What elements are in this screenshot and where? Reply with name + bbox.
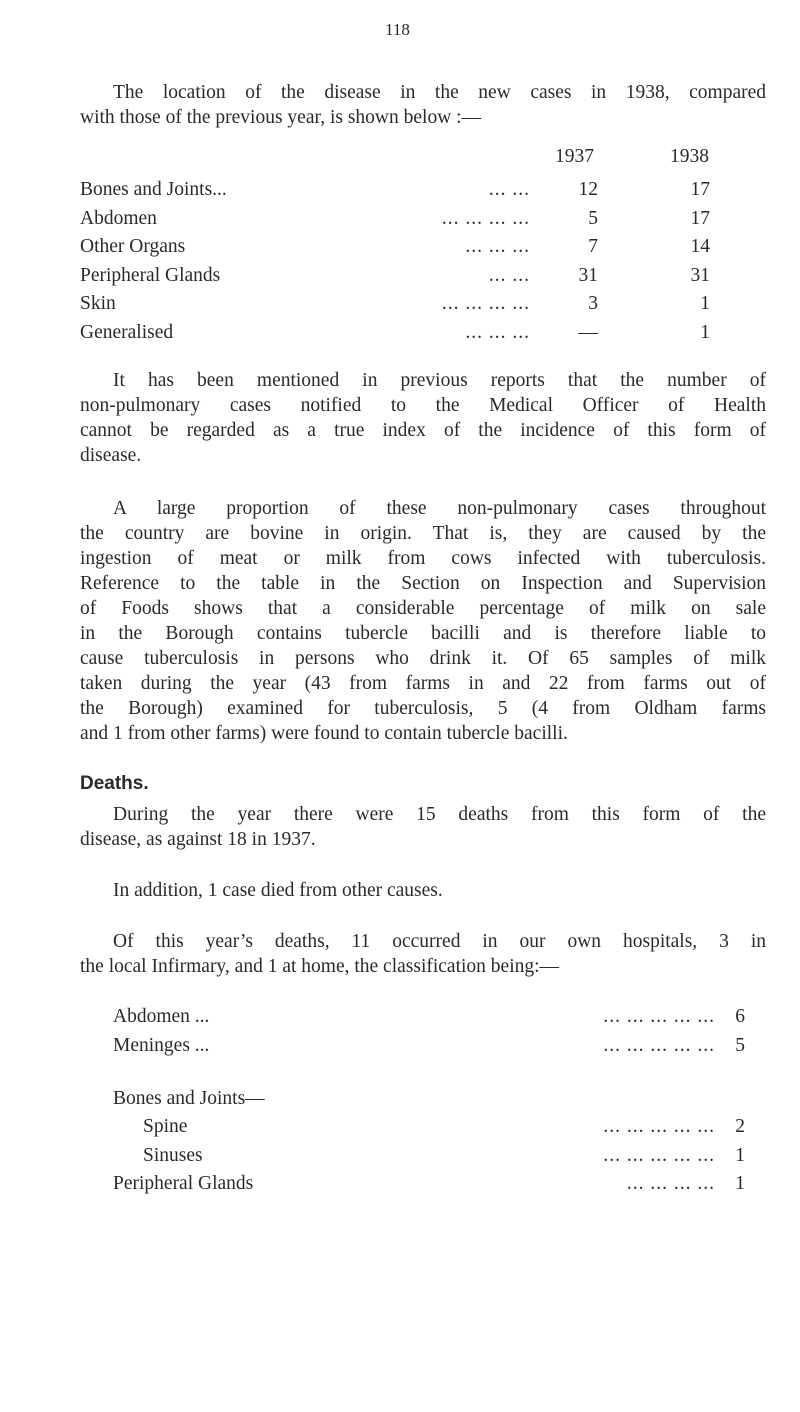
row-label: Peripheral Glands	[113, 1173, 254, 1194]
paragraph-line: taken during the year (43 from farms in and 22 from farms out of	[80, 673, 766, 694]
paragraph-line: ingestion of meat or milk from cows infected with tuberculosis.	[80, 548, 766, 569]
value-1937: 3	[588, 293, 598, 314]
paragraph-line: and 1 from other farms) were found to contain tubercle bacilli.	[80, 723, 568, 744]
leader-dots: ... ... ...	[465, 236, 530, 257]
value-1937: 7	[588, 236, 598, 257]
row-value: 6	[735, 1006, 745, 1027]
value-1937: 5	[588, 207, 598, 229]
leader-dots: ... ... ... ... ...	[603, 1116, 715, 1137]
paragraph-line: disease, as against 18 in 1937.	[80, 829, 316, 850]
leader-dots: ... ...	[488, 264, 530, 286]
leader-dots: ... ... ... ... ...	[603, 1035, 715, 1056]
value-1938: 31	[690, 264, 710, 286]
leader-dots: ... ... ... ... ...	[603, 1145, 715, 1166]
row-value: 5	[735, 1035, 745, 1056]
value-1938: 1	[700, 321, 710, 343]
value-1937: 31	[578, 264, 598, 286]
paragraph-line: the country are bovine in origin. That is, they are caused by the	[80, 523, 766, 544]
row-value: 1	[735, 1173, 745, 1194]
paragraph-line: cannot be regarded as a true index of the incidence of this form of	[80, 420, 766, 441]
leader-dots: ... ... ... ...	[626, 1173, 715, 1194]
row-label: Sinuses	[143, 1145, 203, 1166]
column-header-1937: 1937	[555, 146, 594, 167]
value-1937: 12	[578, 179, 598, 200]
leader-dots: ... ... ...	[465, 321, 530, 343]
paragraph-line: Of this year’s deaths, 11 occurred in our own hospitals, 3 in	[113, 931, 766, 952]
value-1937: —	[578, 321, 598, 343]
row-label: Bones and Joints—	[113, 1088, 265, 1109]
leader-dots: ... ... ... ...	[441, 293, 530, 314]
paragraph-line: non-pulmonary cases notified to the Medical Officer of Health	[80, 395, 766, 416]
value-1938: 17	[690, 179, 710, 200]
paragraph-line: in the Borough contains tubercle bacilli and is therefore liable to	[80, 623, 766, 644]
paragraph-line: the local Infirmary, and 1 at home, the classification being:—	[80, 956, 560, 977]
leader-dots: ... ... ... ...	[441, 207, 530, 229]
row-label: Abdomen	[80, 207, 157, 229]
paragraph-line: A large proportion of these non-pulmonary cases throughout	[113, 498, 766, 519]
paragraph-line: The location of the disease in the new cases in 1938, compared	[113, 82, 766, 103]
page-number: 118	[385, 20, 410, 39]
row-label: Other Organs	[80, 236, 186, 257]
leader-dots: ... ... ... ... ...	[603, 1006, 715, 1027]
row-label: Abdomen ...	[113, 1006, 210, 1027]
paragraph-line: During the year there were 15 deaths from this form of the	[113, 804, 766, 825]
leader-dots: ... ...	[488, 179, 530, 200]
paragraph-line: disease.	[80, 445, 142, 466]
row-value: 1	[735, 1145, 745, 1166]
section-heading: Deaths.	[80, 773, 149, 794]
paragraph-line: with those of the previous year, is shown below :—	[80, 107, 482, 128]
row-label: Peripheral Glands	[80, 264, 221, 286]
paragraph-line: Reference to the table in the Section on Inspection and Supervision	[80, 573, 766, 594]
paragraph-line: In addition, 1 case died from other causes.	[113, 880, 443, 901]
value-1938: 1	[700, 293, 710, 314]
row-label: Meninges ...	[113, 1035, 210, 1056]
row-label: Generalised	[80, 321, 174, 343]
paragraph-line: It has been mentioned in previous reports that the number of	[113, 370, 766, 391]
paragraph-line: cause tuberculosis in persons who drink it. Of 65 samples of milk	[80, 648, 766, 669]
column-header-1938: 1938	[670, 146, 709, 167]
row-label: Skin	[80, 293, 116, 314]
paragraph-line: of Foods shows that a considerable percentage of milk on sale	[80, 598, 766, 619]
value-1938: 14	[690, 236, 710, 257]
row-label: Bones and Joints...	[80, 179, 227, 200]
row-label: Spine	[143, 1116, 188, 1137]
value-1938: 17	[690, 207, 710, 229]
row-value: 2	[735, 1116, 745, 1137]
paragraph-line: the Borough) examined for tuberculosis, 5 (4 from Oldham farms	[80, 698, 766, 719]
